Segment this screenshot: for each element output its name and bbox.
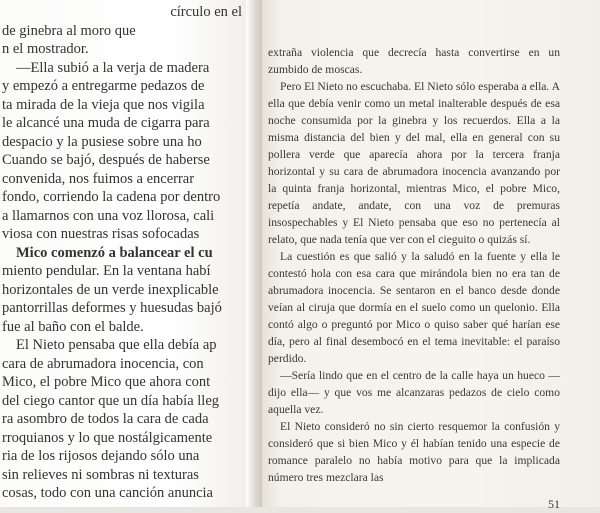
text-line: ra asombro de todos la cara de cada bbox=[2, 411, 209, 427]
text-line: n el mostrador. bbox=[2, 41, 89, 57]
right-page bbox=[262, 0, 600, 511]
text-line: horizontales de un verde inexplicable bbox=[2, 281, 219, 298]
right-page-text bbox=[268, 44, 560, 513]
text-line: le alcancé una muda de cigarra para bbox=[2, 115, 210, 131]
text-line: fondo, corriendo la cadena por dentro bbox=[2, 189, 221, 205]
text-line: Mico, el pobre Mico que ahora cont bbox=[2, 374, 211, 390]
text-line: pantorrillas deformes y huesudas bajó bbox=[2, 300, 222, 316]
paragraph: La cuestión es que salió y la saludó en la fuente y ella le contestó hola con esa cara que mirándola bien no era tan de abrumadora inocencia. Se sentaron en el banco desde donde veían al ciruja que dormía en el suelo como un quelonio. Ella contó algo o preguntó por Mico o quiso saber qué harían ese día, pero al final desembocó en el tema inevitable: el paraíso perdido. bbox=[268, 250, 560, 365]
text-line: Cuando se bajó, después de haberse bbox=[2, 152, 210, 168]
text-fragment: círculo en el bbox=[170, 4, 242, 20]
text-line: a llamarnos con una voz llorosa, cali bbox=[2, 207, 215, 224]
text-line: del ciego cantor que un día había lleg bbox=[2, 392, 220, 409]
text-line: viosa con nuestras risas sofocadas bbox=[2, 226, 200, 242]
paragraph: El Nieto consideró no sin cierto resquemor la confusión y consideró que si bien Mico y él habían tenido una especie de romance paralelo no había motivo para que la implicada número tres mezclara las bbox=[268, 420, 560, 484]
text-line: de ginebra al moro que bbox=[2, 22, 136, 39]
left-page-text bbox=[2, 3, 246, 503]
text-line: y empezó a entregarme pedazos de bbox=[2, 78, 205, 94]
book-gutter bbox=[246, 0, 262, 507]
text-line: ria de los rijosos dejando sólo una bbox=[2, 448, 200, 464]
text-line: Mico comenzó a balancear el cu bbox=[16, 244, 213, 261]
text-line: fue al baño con el balde. bbox=[2, 318, 144, 335]
text-line: rroquianos y lo que nostálgicamente bbox=[2, 429, 213, 446]
page-number: 51 bbox=[548, 497, 560, 511]
text-line: El Nieto pensaba que ella debía ap bbox=[16, 337, 217, 353]
text-line: convenida, nos fuimos a encerrar bbox=[2, 170, 195, 187]
text-line: ta mirada de la vieja que nos vigila bbox=[2, 96, 205, 113]
paragraph: Pero El Nieto no escuchaba. El Nieto sólo esperaba a ella. A ella que debía venir como un metal inalterable después de esa noche consumida por la ginebra y los recuerdos. Ella a la misma distancia del bien y del mal, ella en general con su pollera verde que aparecía ahora por la tercera franja horizontal y su cara de abrumadora inocencia avanzando por la quinta franja horizontal, mientras Mico, el pobre Mico, repetía andate, andate, con una voz de premuras insospechables y El Nieto pensaba que eso no pertenecía al relato, que nada tenía que ver con el cieguito o quizás sí. bbox=[268, 80, 560, 246]
paragraph: —Sería lindo que en el centro de la calle haya un hueco —dijo ella— y que vos me alcanzaras pedazos de cielo como aquella vez. bbox=[268, 369, 560, 416]
left-page bbox=[0, 0, 246, 507]
text-line: —Ella subió a la verja de madera bbox=[16, 59, 210, 76]
text-line: sin relieves ni sombras ni texturas bbox=[2, 466, 199, 483]
text-line: despacio y la pusiese sobre una ho bbox=[2, 133, 202, 150]
text-line: miento pendular. En la ventana habí bbox=[2, 263, 211, 279]
text-line: cosas, todo con una canción anuncia bbox=[2, 485, 213, 501]
text-line: cara de abrumadora inocencia, con bbox=[2, 355, 204, 372]
paragraph: extraña violencia que decrecía hasta convertirse en un zumbido de moscas. bbox=[268, 46, 560, 76]
